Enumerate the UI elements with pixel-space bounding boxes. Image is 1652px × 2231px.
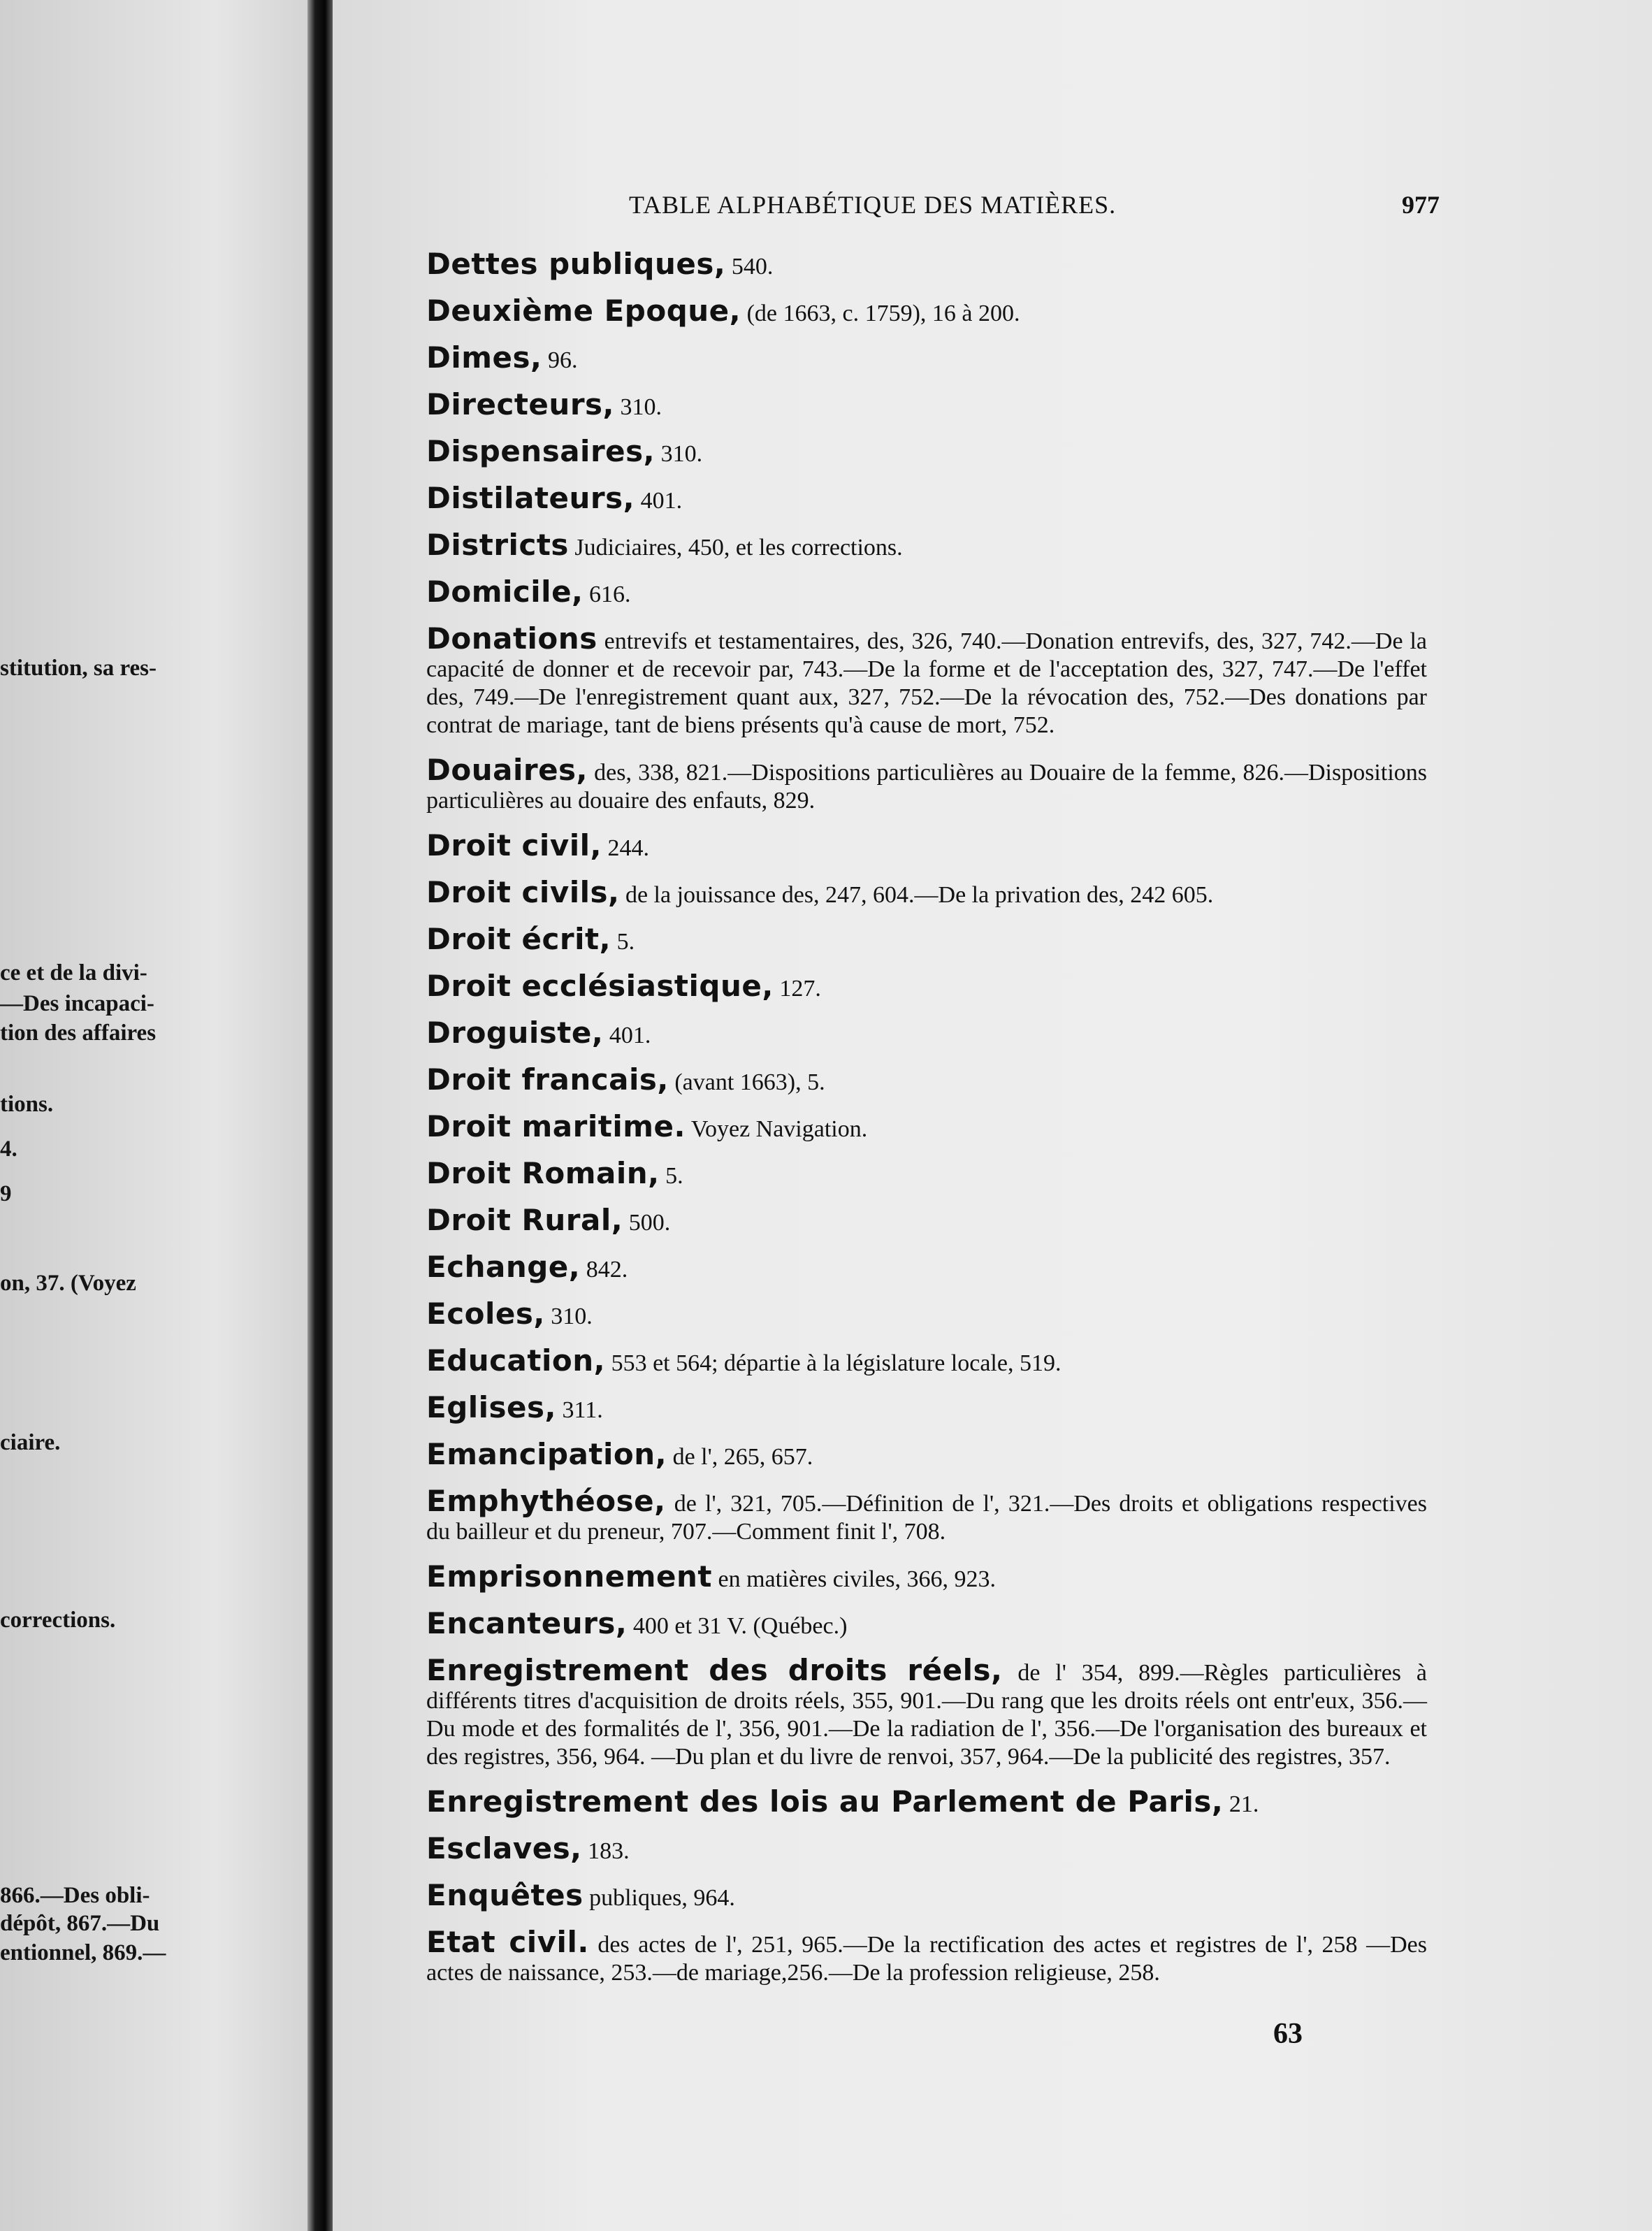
entry-text: 310. (660, 441, 703, 467)
index-entry (426, 528, 1427, 562)
entry-text: 401. (609, 1023, 651, 1048)
index-entry (426, 1016, 1427, 1050)
index-entry (426, 481, 1427, 515)
signature-mark: 63 (1273, 2018, 1303, 2050)
entry-heading: Droguiste, (426, 1016, 604, 1050)
entry-text: en matières civiles, 366, 923. (718, 1566, 997, 1592)
index-entry (426, 1784, 1427, 1819)
entry-text: (de 1663, c. 1759), 16 à 200. (746, 301, 1020, 326)
index-entry (426, 1878, 1427, 1912)
index-entry (426, 387, 1427, 421)
left-fragment: ciaire. (0, 1430, 61, 1455)
entry-heading: Emancipation, (426, 1437, 667, 1471)
entry-text: des, 338, 821.—Dispositions particulières au Douaire de la femme, 826.—Dispositions particulières au douaire des enfauts, 829. (426, 760, 1427, 814)
left-fragment: —Des incapaci- (0, 991, 154, 1016)
left-fragment: 9 (0, 1181, 12, 1206)
entry-text: 500. (628, 1210, 671, 1236)
left-fragment: corrections. (0, 1608, 116, 1633)
index-entry (426, 247, 1427, 281)
entry-heading: Dettes publiques, (426, 247, 726, 281)
entry-heading: Dimes, (426, 340, 542, 375)
index-entry (426, 828, 1427, 862)
index-entry (426, 1250, 1427, 1284)
entry-heading: Dispensaires, (426, 434, 655, 468)
entry-heading: Emprisonnement (426, 1559, 712, 1594)
entry-heading: Droit Romain, (426, 1156, 660, 1190)
entry-heading: Enregistrement des droits réels, (426, 1653, 1003, 1687)
entry-heading: Education, (426, 1343, 606, 1378)
entry-heading: Droit civils, (426, 875, 620, 909)
left-fragment: tion des affaires (0, 1020, 157, 1046)
entry-heading: Droit maritime. (426, 1109, 686, 1143)
entry-text: 400 et 31 V. (Québec.) (632, 1613, 848, 1639)
entry-text: 183. (588, 1838, 630, 1864)
entry-text: Judiciaires, 450, et les corrections. (574, 535, 903, 561)
index-entry (426, 434, 1427, 468)
index-entry (426, 1297, 1427, 1331)
entry-heading: Esclaves, (426, 1831, 582, 1865)
entry-heading: Ecoles, (426, 1297, 545, 1331)
index-entry (426, 1390, 1427, 1424)
previous-page-strip (0, 0, 307, 2231)
index-entries (426, 247, 1428, 2004)
index-entry (426, 922, 1427, 956)
entry-heading: Encanteurs, (426, 1606, 628, 1640)
index-entry (426, 1925, 1428, 1987)
entry-text: 310. (551, 1304, 593, 1329)
entry-text: 310. (620, 394, 662, 420)
index-entry (426, 1559, 1427, 1594)
entry-heading: Eglises, (426, 1390, 556, 1424)
index-entry (426, 1062, 1427, 1097)
index-entry (426, 753, 1427, 815)
entry-heading: Emphythéose, (426, 1484, 666, 1518)
index-entry (426, 875, 1427, 909)
entry-text: 540. (731, 254, 774, 280)
entry-heading: Domicile, (426, 575, 584, 609)
index-entry (426, 1437, 1427, 1471)
index-entry (426, 621, 1428, 739)
entry-text: 96. (547, 347, 578, 373)
entry-heading: Districts (426, 528, 569, 562)
running-title: TABLE ALPHABÉTIQUE DES MATIÈRES. (629, 191, 1117, 219)
entry-heading: Enregistrement des lois au Parlement de Paris, (426, 1784, 1224, 1819)
entry-text: 5. (616, 929, 635, 955)
left-fragment: 866.—Des obli- (0, 1883, 150, 1908)
entry-text: 244. (607, 835, 649, 861)
entry-heading: Etat civil. (426, 1925, 589, 1959)
entry-text: de l', 321, 705.—Définition de l', 321.—Des droits et obligations respectives du bailleur et du preneur, 707.—Comment finit l', 708. (426, 1491, 1427, 1545)
entry-heading: Distilateurs, (426, 481, 635, 515)
index-entry (426, 1343, 1427, 1378)
index-entry (426, 1109, 1427, 1143)
entry-text: 127. (779, 976, 821, 1002)
entry-heading: Donations (426, 621, 597, 656)
index-entry (426, 1606, 1427, 1640)
entry-heading: Droit Rural, (426, 1203, 623, 1237)
entry-text: (avant 1663), 5. (674, 1069, 825, 1095)
entry-text: entrevifs et testamentaires, des, 326, 740.—Donation entrevifs, des, 327, 742.—De la capacité de donner et de recevoir par, 743.—De la forme et de l'acceptation des, 327, 747.—De l'effet des, 749.—De l'enregistrement quant aux, 327, 752.—De la révocation des, 752.—Des donations par contrat de mariage, tant de biens présents qu'à cause de mort, 752. (426, 628, 1428, 738)
entry-text: 311. (562, 1397, 603, 1423)
left-fragment: dépôt, 867.—Du (0, 1911, 160, 1936)
left-fragment: entionnel, 869.— (0, 1940, 166, 1965)
index-entry (426, 1653, 1427, 1771)
entry-text: Voyez Navigation. (690, 1116, 868, 1142)
left-fragment: 4. (0, 1136, 17, 1162)
index-entry (426, 294, 1427, 328)
entry-text: 553 et 564; départie à la législature locale, 519. (611, 1350, 1062, 1376)
entry-heading: Droit écrit, (426, 922, 611, 956)
index-entry (426, 1831, 1427, 1865)
entry-text: 842. (586, 1257, 628, 1283)
entry-text: publiques, 964. (589, 1885, 735, 1911)
page-header (629, 190, 1440, 225)
entry-heading: Echange, (426, 1250, 581, 1284)
left-fragment: ce et de la divi- (0, 960, 147, 985)
entry-text: de l' 354, 899.—Règles particulières à différents titres d'acquisition de droits réels, 355, 901.—Du rang que les droits réels ont entr'eux, 356.—Du mode et des formalités de l', 356, 901.—De la radiation de l', 356.—De l'organisation des bureaux et des registres, 356, 964. —Du plan et du livre de renvoi, 357, 964.—De la publicité des registres, 357. (426, 1660, 1427, 1770)
left-fragment: stitution, sa res- (0, 656, 157, 681)
entry-text: 616. (589, 582, 631, 607)
entry-text: 5. (665, 1163, 683, 1189)
entry-heading: Droit civil, (426, 828, 602, 862)
entry-text: de l', 265, 657. (672, 1444, 813, 1470)
entry-heading: Douaires, (426, 753, 588, 787)
entry-heading: Droit ecclésiastique, (426, 969, 774, 1003)
entry-heading: Droit francais, (426, 1062, 669, 1097)
entry-text: de la jouissance des, 247, 604.—De la privation des, 242 605. (625, 882, 1214, 908)
entry-heading: Directeurs, (426, 387, 614, 421)
entry-heading: Enquêtes (426, 1878, 584, 1912)
index-entry (426, 969, 1427, 1003)
entry-heading: Deuxième Epoque, (426, 294, 741, 328)
entry-text: des actes de l', 251, 965.—De la rectification des actes et registres de l', 258 —Des actes de naissance, 253.—de mariage,256.—De la profession religieuse, 258. (426, 1932, 1428, 1986)
index-entry (426, 575, 1427, 609)
left-fragment: on, 37. (Voyez (0, 1271, 136, 1296)
index-entry (426, 1484, 1427, 1546)
entry-text: 401. (640, 488, 683, 514)
index-entry (426, 1156, 1427, 1190)
page-number: 977 (1402, 191, 1440, 219)
book-gutter (307, 0, 333, 2231)
left-fragment: tions. (0, 1092, 54, 1117)
index-entry (426, 340, 1427, 375)
entry-text: 21. (1229, 1791, 1259, 1817)
index-entry (426, 1203, 1427, 1237)
